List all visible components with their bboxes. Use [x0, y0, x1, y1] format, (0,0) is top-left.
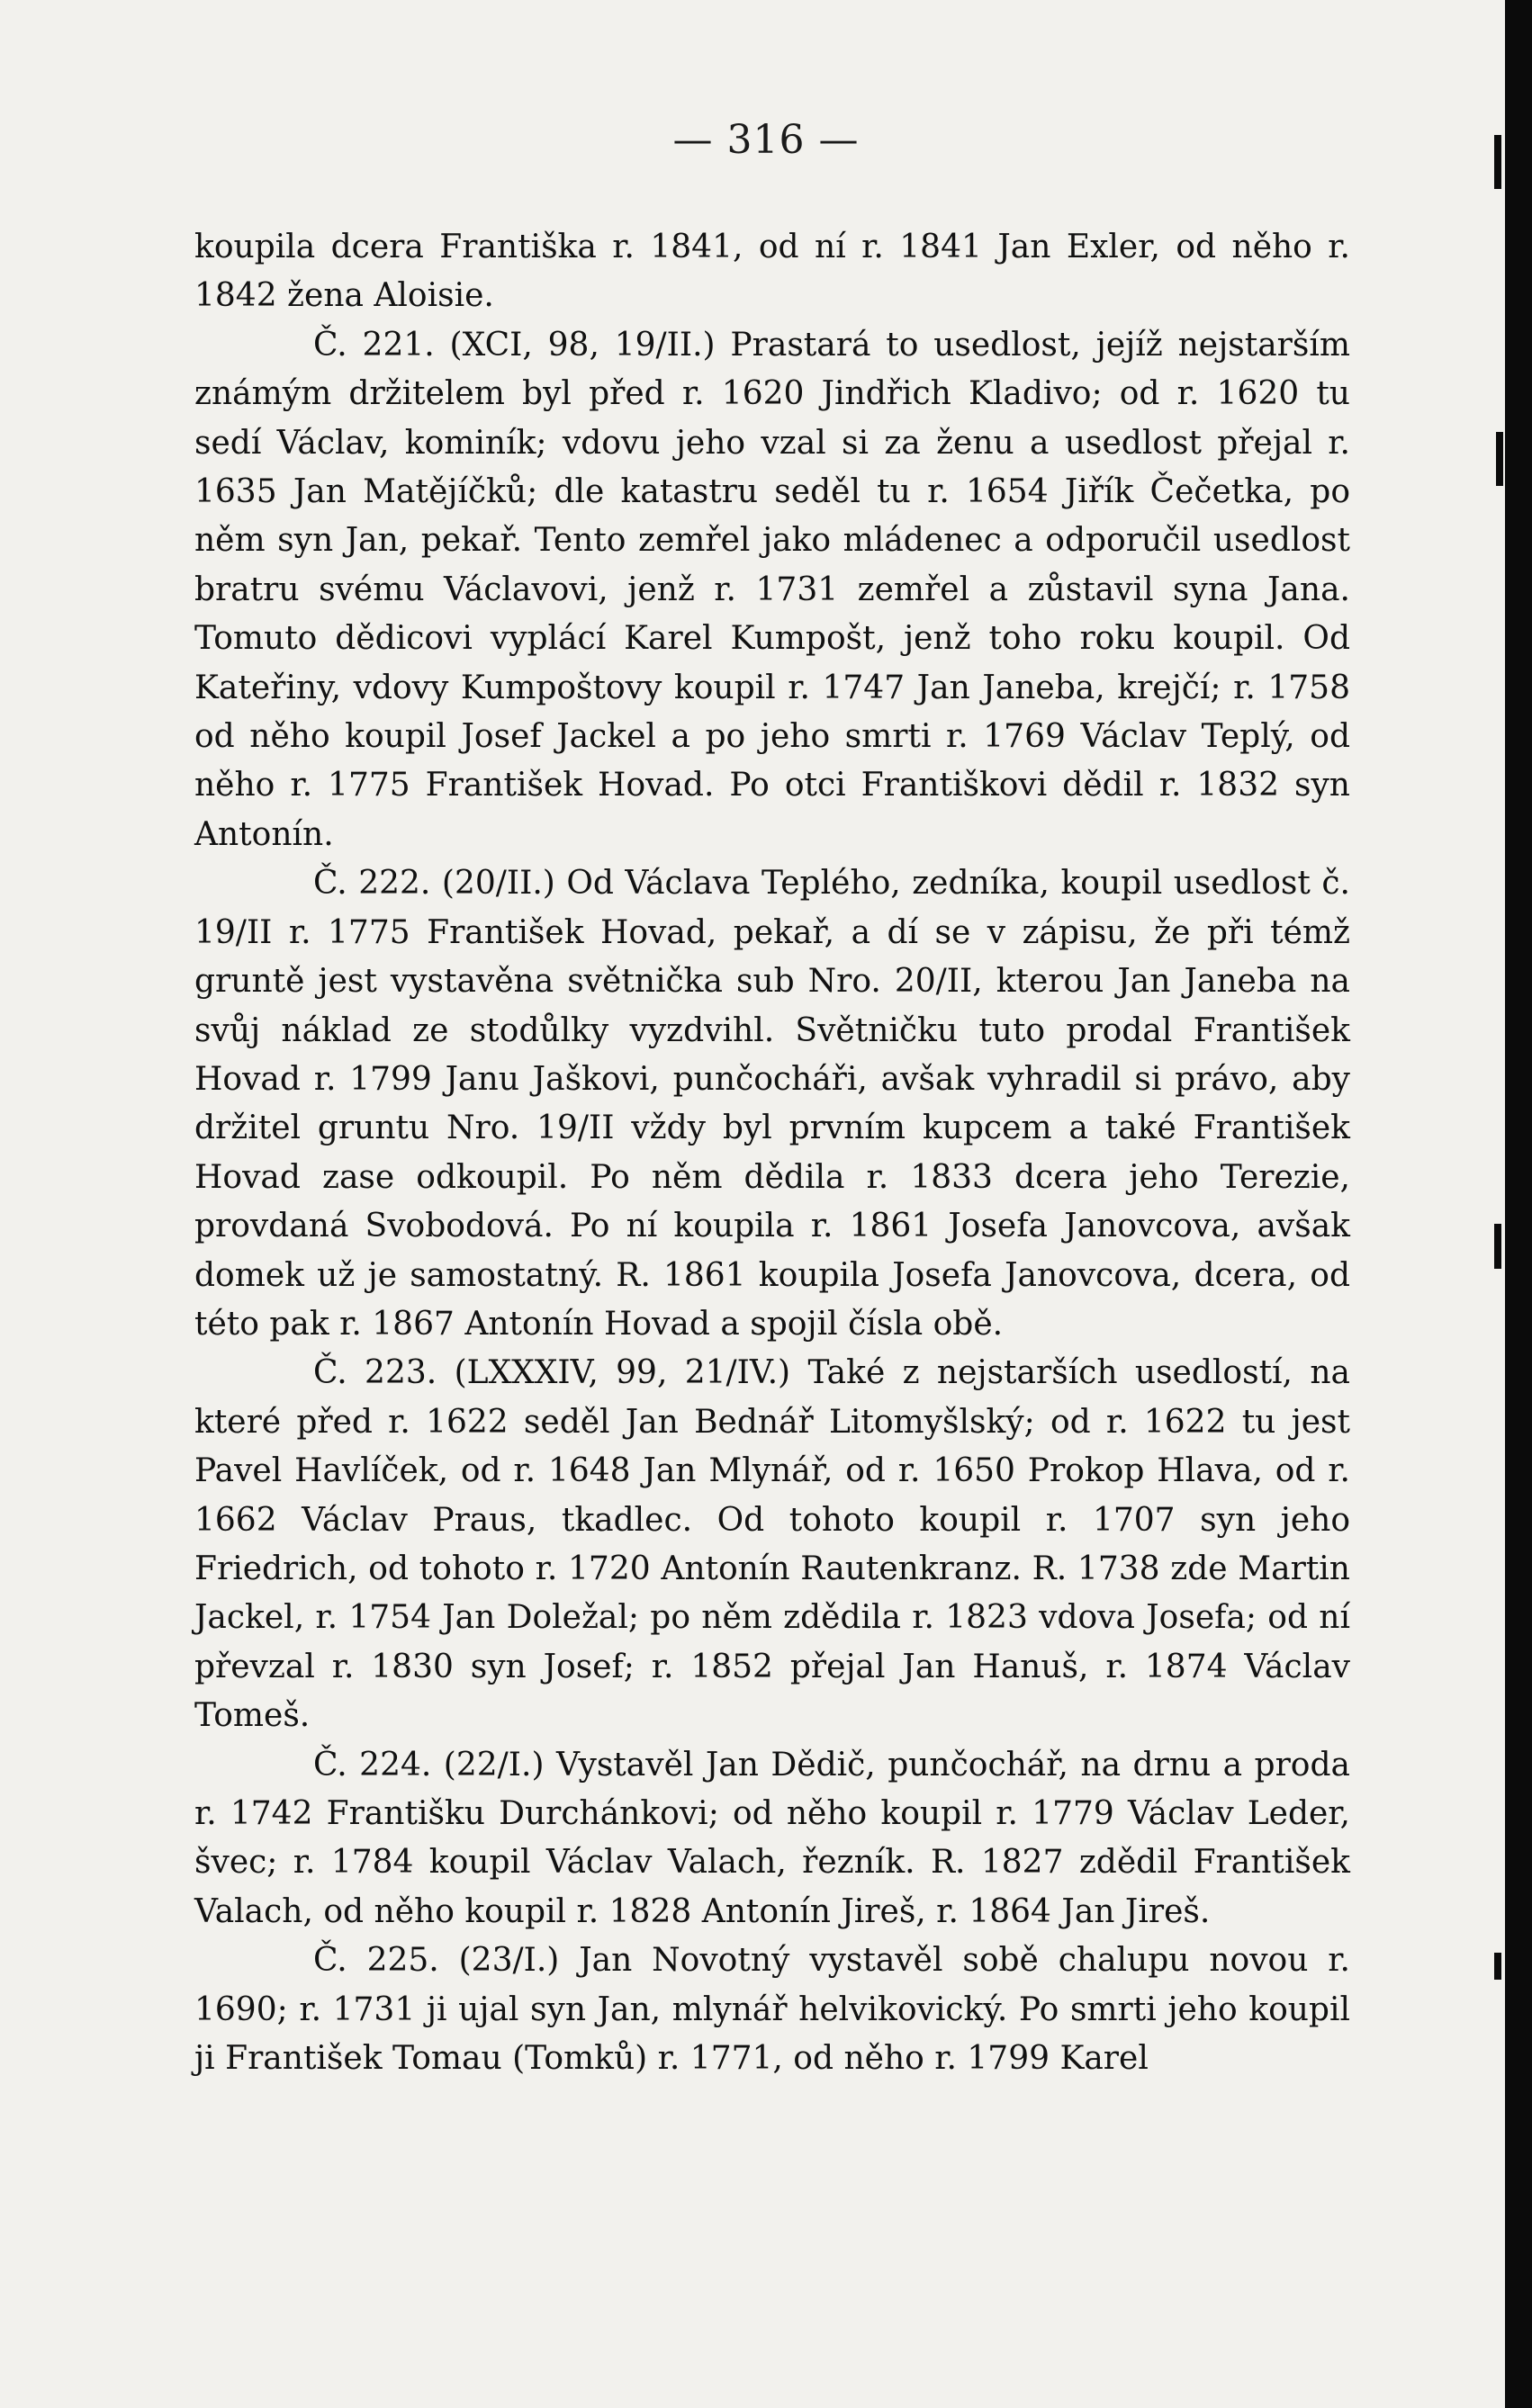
paragraph-c221: Č. 221. (XCI, 98, 19/II.) Prastará to usedlost, jejíž nejstarším známým držitelem byl před r. 1620 Jindřich Kladivo; od r. 1620 tu sedí Václav, kominík; vdovu jeho vzal si za ženu a usedlost přejal r. 1635 Jan Matějíčků; dle katastru seděl tu r. 1654 Jiřík Čečetka, po něm syn Jan, pekař. Tento zemřel jako mládenec a odporučil usedlost bratru svému Václavovi, jenž r. 1731 zemřel a zůstavil syna Jana. Tomuto dědicovi vyplácí Karel Kumpošt, jenž toho roku koupil. Od Kateřiny, vdovy Kumpoštovy koupil r. 1747 Jan Janeba, krejčí; r. 1758 od něho koupil Josef Jackel a po jeho smrti r. 1769 Václav Teplý, od něho r. 1775 František Hovad. Po otci Františkovi dědil r. 1832 syn Antonín.: [194, 326, 1350, 853]
paragraph-c223: Č. 223. (LXXXIV, 99, 21/IV.) Také z nejstarších usedlostí, na které před r. 1622 seděl Jan Bednář Litomyšlský; od r. 1622 tu jest Pavel Havlíček, od r. 1648 Jan Mlynář, od r. 1650 Prokop Hlava, od r. 1662 Václav Praus, tkadlec. Od tohoto koupil r. 1707 syn jeho Friedrich, od tohoto r. 1720 Antonín Rautenkranz. R. 1738 zde Martin Jackel, r. 1754 Jan Doležal; po něm zdědila r. 1823 vdova Josefa; od ní převzal r. 1830 syn Josef; r. 1852 přejal Jan Hanuš, r. 1874 Václav Tomeš.: [194, 1354, 1350, 1735]
scan-edge-mark: [1494, 135, 1501, 189]
paragraph-c222: Č. 222. (20/II.) Od Václava Teplého, zedníka, koupil usedlost č. 19/II r. 1775 František Hovad, pekař, a dí se v zápisu, že při témž gruntě jest vystavěna světnička sub Nro. 20/II, kterou Jan Janeba na svůj náklad ze stodůlky vyzdvihl. Světničku tuto prodal František Hovad r. 1799 Janu Jaškovi, punčocháři, avšak vyhradil si právo, aby držitel gruntu Nro. 19/II vždy byl prvním kupcem a také František Hovad zase odkoupil. Po něm dědila r. 1833 dcera jeho Terezie, provdaná Svobodová. Po ní koupila r. 1861 Josefa Janovcova, avšak domek už je samostatný. R. 1861 koupila Josefa Janovcova, dcera, od této pak r. 1867 Antonín Hovad a spojil čísla obě.: [194, 865, 1350, 1343]
scan-edge-mark: [1494, 1224, 1501, 1269]
paragraph-c225: Č. 225. (23/I.) Jan Novotný vystavěl sobě chalupu novou r. 1690; r. 1731 ji ujal syn Jan, mlynář helvikovický. Po smrti jeho koupil ji František Tomau (Tomků) r. 1771, od něho r. 1799 Karel: [194, 1942, 1350, 2078]
body-text: [194, 223, 1350, 2083]
scan-edge-mark: [1494, 1953, 1501, 1980]
page-number: — 316 —: [672, 117, 860, 163]
scan-edge-mark: [1496, 432, 1503, 486]
scan-dark-edge: [1505, 0, 1532, 2408]
paragraph-continuation: koupila dcera Františka r. 1841, od ní r. 1841 Jan Exler, od něho r. 1842 žena Aloisie.: [194, 229, 1350, 315]
paragraph-c224: Č. 224. (22/I.) Vystavěl Jan Dědič, punčochář, na drnu a proda r. 1742 Františku Durchánkovi; od něho koupil r. 1779 Václav Leder, švec; r. 1784 koupil Václav Valach, řezník. R. 1827 zdědil František Valach, od něho koupil r. 1828 Antonín Jireš, r. 1864 Jan Jireš.: [194, 1746, 1350, 1930]
